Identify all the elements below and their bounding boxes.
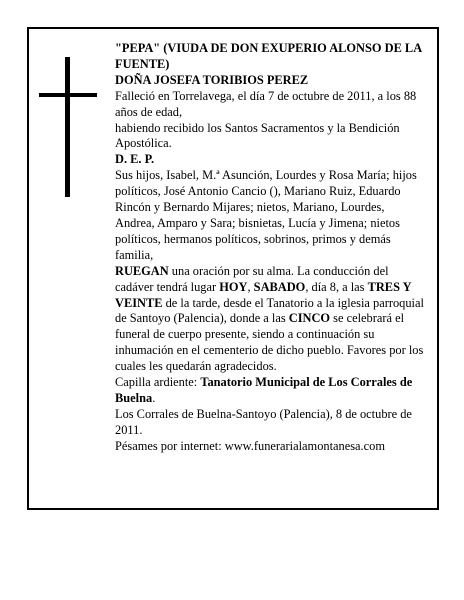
chapel-place: Tanatorio Municipal de Los Corrales de Buelna [115,375,413,405]
chapel-end: . [152,390,156,405]
condolences-line: Pésames por internet: www.funerarialamontanesa.com [115,438,385,453]
place-date: Los Corrales de Buelna-Santoyo (Palencia), 8 de octubre de 2011. [115,406,412,437]
ruegan-word: RUEGAN [115,263,169,278]
chapel-line [115,375,425,407]
death-info: Falleció en Torrelavega, el día 7 de octubre de 2011, a los 88 años de edad, [115,88,417,119]
deceased-name-heading: DOÑA JOSEFA TORIBIOS PEREZ [115,72,309,87]
time-word: TRES Y VEINTE [115,279,412,310]
hoy-word: HOY [219,279,248,294]
cross-icon [39,57,97,197]
sacraments-text: habiendo recibido los Santos Sacramentos y la Bendición Apostólica. [115,120,400,151]
funeral-text-3: de la tarde, desde el Tanatorio a la iglesia parroquial de Santoyo (Palencia), donde a las [115,295,424,326]
funeral-text-1: una oración por su alma. La conducción del cadáver tendrá lugar [115,263,389,294]
funeral-text-4: se celebrará el funeral de cuerpo presente, siendo a continuación su inhumación en el cementerio de dicho pueblo. Favores por los cuales les quedarán agradecidos. [115,311,424,374]
dep-label: D. E. P. [115,152,155,167]
cross-vertical-bar [65,57,70,197]
chapel-label: Capilla ardiente: [115,375,201,390]
deceased-nickname-heading: "PEPA" (VIUDA DE DON EXUPERIO ALONSO DE LA FUENTE) [115,41,422,71]
notice-text [115,41,425,455]
funeral-text-2: , día 8, a las [305,279,368,294]
funeral-comma: , [247,279,254,294]
cinco-word: CINCO [288,311,331,326]
obituary-notice [27,27,439,510]
cross-horizontal-bar [39,93,97,97]
sabado-word: SABADO [253,279,306,294]
family-list: Sus hijos, Isabel, M.ª Asunción, Lourdes y Rosa María; hijos políticos, José Antonio Cancio (), Mariano Ruiz, Eduardo Rincón y Bernardo Mijares; nietos, Mariano, Lourdes, Andrea, Amparo y Sara; bisnietas, Lucía y Jimena; nietos políticos, hermanos políticos, sobrinos, primos y demás familia, [115,168,417,262]
funeral-paragraph [115,264,425,375]
